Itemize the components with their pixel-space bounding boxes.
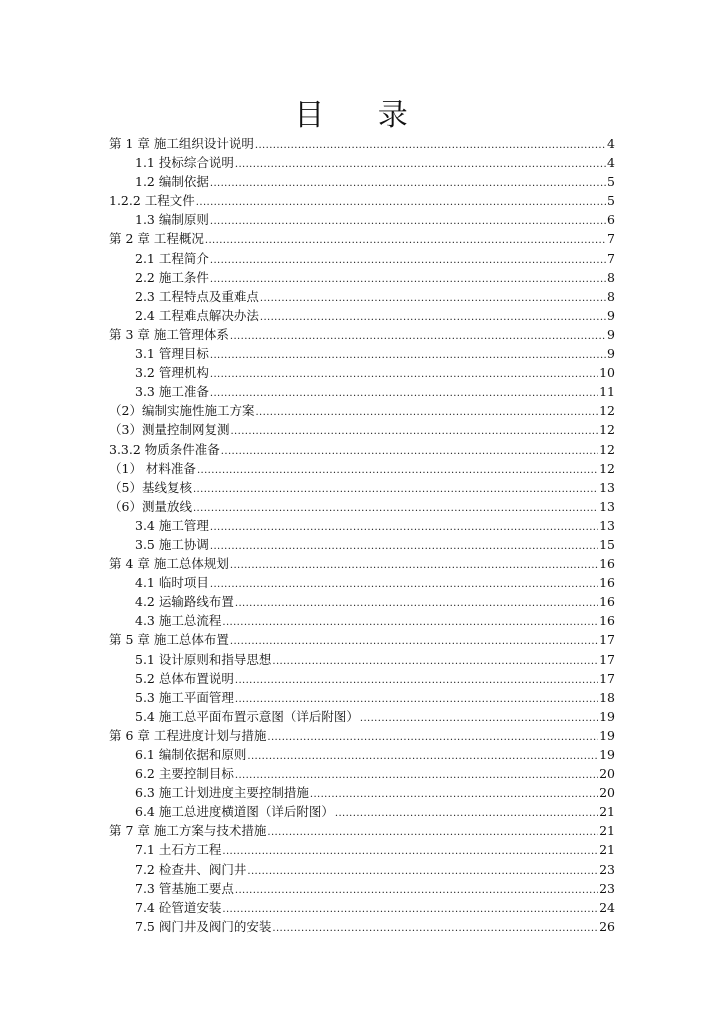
toc-leader-dots <box>235 764 598 785</box>
toc-entry[interactable] <box>109 821 615 840</box>
toc-entry-page-number: 19 <box>599 708 615 724</box>
toc-entry-label: 第 6 章 工程进度计划与措施 <box>109 727 267 743</box>
toc-leader-dots <box>260 306 606 327</box>
toc-leader-dots <box>360 707 598 728</box>
toc-leader-dots <box>247 745 598 766</box>
toc-entry-page-number: 20 <box>599 785 615 801</box>
toc-leader-dots <box>235 669 598 690</box>
toc-entry-page-number: 17 <box>599 632 615 648</box>
toc-entry-page-number: 7 <box>607 231 615 247</box>
toc-entry-label: 第 7 章 施工方案与技术措施 <box>109 823 267 839</box>
toc-leader-dots <box>235 688 598 709</box>
toc-entry-page-number: 18 <box>599 689 615 705</box>
toc-entry-label: 1.2 编制依据 <box>135 174 209 190</box>
toc-leader-dots <box>222 611 598 632</box>
toc-entry[interactable] <box>109 764 615 783</box>
toc-entry[interactable] <box>109 172 615 191</box>
toc-entry-label: 7.1 土石方工程 <box>135 842 222 858</box>
toc-entry[interactable] <box>109 497 615 516</box>
toc-entry-label: 5.2 总体布置说明 <box>135 670 234 686</box>
toc-entry[interactable] <box>109 306 615 325</box>
toc-entry-label: 2.1 工程简介 <box>135 250 209 266</box>
toc-entry-page-number: 11 <box>599 384 615 400</box>
toc-entry-page-number: 21 <box>599 842 615 858</box>
toc-entry-page-number: 9 <box>607 326 615 342</box>
toc-entry[interactable] <box>109 134 615 153</box>
toc-entry-label: （2）编制实施性施工方案 <box>109 403 255 419</box>
toc-entry-label: 5.4 施工总平面布置示意图（详后附图） <box>135 708 359 724</box>
page-title: 目 录 <box>294 98 430 133</box>
toc-entry[interactable] <box>109 802 615 821</box>
toc-leader-dots <box>255 401 598 422</box>
toc-entry-page-number: 13 <box>599 479 615 495</box>
toc-entry-page-number: 16 <box>599 594 615 610</box>
toc-entry[interactable] <box>109 688 615 707</box>
toc-entry[interactable] <box>109 592 615 611</box>
toc-entry-label: （3）测量控制网复测 <box>109 422 230 438</box>
toc-entry-label: 2.2 施工条件 <box>135 269 209 285</box>
toc-entry-page-number: 12 <box>599 403 615 419</box>
toc-entry-label: 第 3 章 施工管理体系 <box>109 326 229 342</box>
toc-leader-dots <box>210 516 598 537</box>
toc-entry-page-number: 17 <box>599 651 615 667</box>
toc-entry-page-number: 15 <box>599 536 615 552</box>
toc-entry-label: 3.3 施工准备 <box>135 384 209 400</box>
toc-entry[interactable] <box>109 783 615 802</box>
toc-entry[interactable] <box>109 726 615 745</box>
toc-entry[interactable] <box>109 669 615 688</box>
toc-entry-label: 7.2 检查井、阀门井 <box>135 861 247 877</box>
toc-entry-page-number: 7 <box>607 250 615 266</box>
toc-entry[interactable] <box>109 554 615 573</box>
toc-entry-page-number: 26 <box>599 918 615 934</box>
toc-entry[interactable] <box>109 879 615 898</box>
toc-leader-dots <box>310 783 598 804</box>
toc-entry[interactable] <box>109 191 615 210</box>
toc-entry[interactable] <box>109 611 615 630</box>
toc-entry-page-number: 23 <box>599 880 615 896</box>
toc-leader-dots <box>210 363 598 384</box>
toc-leader-dots <box>221 440 598 461</box>
toc-entry[interactable] <box>109 268 615 287</box>
toc-entry-label: 1.2.2 工程文件 <box>109 193 195 209</box>
toc-entry[interactable] <box>109 249 615 268</box>
toc-entry-page-number: 13 <box>599 498 615 514</box>
toc-entry[interactable] <box>109 459 615 478</box>
toc-leader-dots <box>193 478 598 499</box>
toc-entry-page-number: 17 <box>599 670 615 686</box>
toc-entry-label: 5.3 施工平面管理 <box>135 689 234 705</box>
toc-entry[interactable] <box>109 401 615 420</box>
toc-entry[interactable] <box>109 440 615 459</box>
toc-entry-label: 7.5 阀门井及阀门的安装 <box>135 918 272 934</box>
toc-leader-dots <box>210 344 606 365</box>
toc-leader-dots <box>222 840 598 861</box>
toc-leader-dots <box>197 459 598 480</box>
toc-entry[interactable] <box>109 229 615 248</box>
toc-leader-dots <box>210 172 606 193</box>
toc-leader-dots <box>272 650 598 671</box>
toc-leader-dots <box>193 497 598 518</box>
toc-leader-dots <box>335 802 598 823</box>
toc-entry-label: （1） 材料准备 <box>109 460 196 476</box>
toc-leader-dots <box>267 821 598 842</box>
toc-leader-dots <box>267 726 598 747</box>
toc-entry-page-number: 19 <box>599 747 615 762</box>
toc-entry-page-number: 6 <box>607 212 615 228</box>
toc-leader-dots <box>260 287 606 308</box>
toc-entry[interactable] <box>109 840 615 859</box>
toc-entry[interactable] <box>109 210 615 229</box>
toc-entry-page-number: 12 <box>599 441 615 457</box>
toc-entry-label: 2.4 工程难点解决办法 <box>135 307 259 323</box>
toc-leader-dots <box>230 325 606 346</box>
toc-entry-page-number: 5 <box>607 174 615 190</box>
toc-entry-label: 3.1 管理目标 <box>135 346 209 362</box>
toc-entry[interactable] <box>109 325 615 344</box>
toc-leader-dots <box>230 554 598 575</box>
toc-entry-label: 7.3 管基施工要点 <box>135 880 234 896</box>
toc-entry[interactable] <box>109 917 615 936</box>
toc-leader-dots <box>235 592 598 613</box>
toc-entry-label: 6.1 编制依据和原则 <box>135 747 247 762</box>
toc-entry-page-number: 8 <box>607 269 615 285</box>
toc-leader-dots <box>222 898 598 919</box>
toc-entry-page-number: 21 <box>599 823 615 839</box>
toc-entry[interactable] <box>109 516 615 535</box>
toc-entry[interactable] <box>109 535 615 554</box>
toc-entry-page-number: 16 <box>599 613 615 629</box>
toc-entry-label: 6.3 施工计划进度主要控制措施 <box>135 785 309 801</box>
toc-entry[interactable] <box>109 650 615 669</box>
toc-entry-page-number: 13 <box>599 517 615 533</box>
toc-entry[interactable] <box>109 478 615 497</box>
toc-entry-label: 4.1 临时项目 <box>135 575 209 591</box>
toc-leader-dots <box>255 134 606 155</box>
toc-entry[interactable] <box>109 287 615 306</box>
toc-leader-dots <box>210 535 598 556</box>
toc-entry-label: 第 5 章 施工总体布置 <box>109 632 229 648</box>
toc-entry-page-number: 9 <box>607 346 615 362</box>
toc-entry-label: 1.3 编制原则 <box>135 212 209 228</box>
toc-entry-page-number: 4 <box>607 155 615 171</box>
toc-entry[interactable] <box>109 420 615 439</box>
toc-entry-label: 3.5 施工协调 <box>135 536 209 552</box>
toc-leader-dots <box>205 229 606 250</box>
toc-entry-label: 第 1 章 施工组织设计说明 <box>109 136 254 151</box>
toc-leader-dots <box>210 268 606 289</box>
toc-entry-page-number: 21 <box>599 804 615 820</box>
toc-entry-page-number: 12 <box>599 460 615 476</box>
toc-entry-page-number: 19 <box>599 727 615 743</box>
toc-leader-dots <box>210 210 606 231</box>
toc-entry-label: 3.2 管理机构 <box>135 365 209 381</box>
toc-leader-dots <box>235 153 606 174</box>
toc-entry-label: 5.1 设计原则和指导思想 <box>135 651 272 667</box>
toc-leader-dots <box>272 917 598 938</box>
toc-leader-dots <box>230 420 598 441</box>
toc-entry[interactable] <box>109 573 615 592</box>
toc-entry[interactable] <box>109 153 615 172</box>
toc-entry[interactable] <box>109 363 615 382</box>
toc-leader-dots <box>210 573 598 594</box>
toc-entry-label: （5）基线复核 <box>109 479 192 495</box>
table-of-contents <box>109 134 615 936</box>
toc-entry-page-number: 12 <box>599 422 615 438</box>
toc-leader-dots <box>210 382 598 403</box>
toc-entry-page-number: 16 <box>599 556 615 572</box>
toc-leader-dots <box>230 630 598 651</box>
toc-entry-page-number: 24 <box>599 899 615 915</box>
toc-entry[interactable] <box>109 860 615 879</box>
toc-entry-page-number: 8 <box>607 288 615 304</box>
toc-entry-page-number: 10 <box>599 365 615 381</box>
toc-entry-label: 6.2 主要控制目标 <box>135 766 234 782</box>
toc-entry[interactable] <box>109 707 615 726</box>
toc-leader-dots <box>210 249 606 270</box>
toc-entry-label: 3.3.2 物质条件准备 <box>109 441 220 457</box>
toc-leader-dots <box>196 191 606 212</box>
toc-entry-label: 1.1 投标综合说明 <box>135 155 234 171</box>
toc-leader-dots <box>235 879 598 900</box>
toc-entry-label: 2.3 工程特点及重难点 <box>135 288 259 304</box>
toc-entry[interactable] <box>109 745 615 764</box>
toc-entry-label: 4.3 施工总流程 <box>135 613 222 629</box>
toc-entry-page-number: 4 <box>607 136 615 151</box>
toc-entry-label: （6）测量放线 <box>109 498 192 514</box>
toc-leader-dots <box>247 860 598 881</box>
toc-entry-label: 3.4 施工管理 <box>135 517 209 533</box>
toc-entry-label: 第 4 章 施工总体规划 <box>109 556 229 572</box>
toc-entry-page-number: 9 <box>607 307 615 323</box>
toc-entry-label: 4.2 运输路线布置 <box>135 594 234 610</box>
toc-entry[interactable] <box>109 344 615 363</box>
toc-entry-label: 6.4 施工总进度横道图（详后附图） <box>135 804 334 820</box>
toc-entry-page-number: 23 <box>599 861 615 877</box>
toc-entry-page-number: 5 <box>607 193 615 209</box>
toc-entry[interactable] <box>109 630 615 649</box>
toc-entry-label: 第 2 章 工程概况 <box>109 231 204 247</box>
toc-entry-label: 7.4 砼管道安装 <box>135 899 222 915</box>
toc-entry-page-number: 16 <box>599 575 615 591</box>
toc-entry[interactable] <box>109 898 615 917</box>
toc-entry-page-number: 20 <box>599 766 615 782</box>
toc-entry[interactable] <box>109 382 615 401</box>
